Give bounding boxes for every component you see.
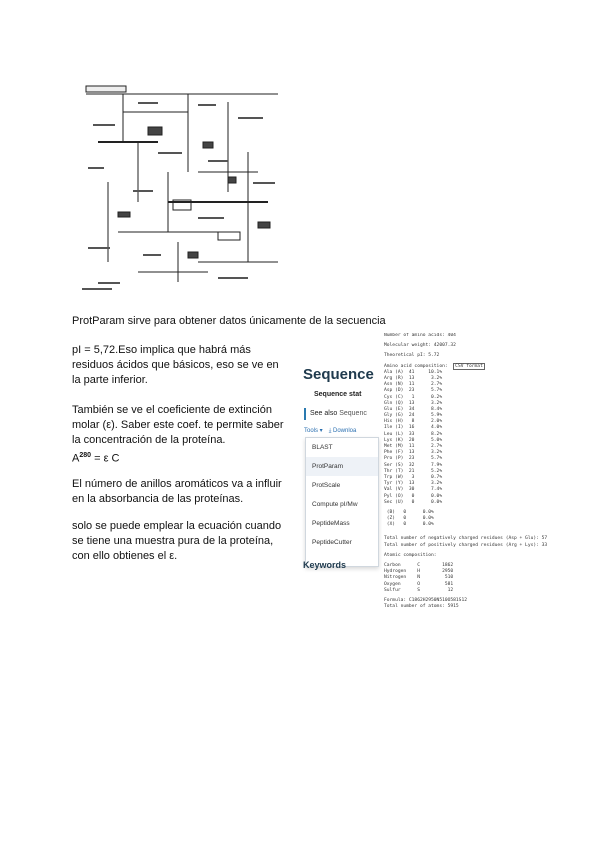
menu-item-blast[interactable]: BLAST	[312, 444, 333, 451]
residue-row: Met (M) 11 2.7%	[384, 444, 443, 449]
total-atoms-line: Total number of atoms: 5915	[384, 604, 459, 610]
tools-dropdown-menu	[305, 437, 379, 567]
residue-row: Thr (T) 21 5.2%	[384, 468, 443, 474]
residue-row: Phe (F) 13 3.2%	[384, 450, 443, 456]
absorbance-formula	[72, 448, 284, 467]
atomic-row: Sulfur S 12	[384, 587, 454, 593]
menu-item-compute-pi-mw[interactable]: Compute pI/Mw	[312, 501, 358, 508]
composition-label: Amino acid composition:	[384, 363, 448, 369]
coef-line-2: molar (ε). Saber este coef. te permite saber	[72, 419, 284, 431]
residue-row: Cys (C) 1 0.2%	[384, 394, 443, 400]
menu-item-protscale[interactable]: ProtScale	[312, 482, 341, 489]
atomic-row: Oxygen O 581	[384, 581, 454, 587]
negative-charge-line: Total number of negatively charged residues (Asp + Glu): 57	[384, 536, 548, 542]
menu-item-peptidecutter[interactable]: PeptideCutter	[312, 539, 352, 546]
arom-line-1: El número de anillos aromáticos va a influir	[72, 478, 282, 490]
positive-charge-line: Total number of positively charged residues (Arg + Lys): 33	[384, 542, 548, 548]
menu-item-protparam[interactable]: ProtParam	[306, 457, 378, 476]
equation-usage-paragraph	[72, 519, 281, 564]
atomic-row: Carbon C 1862	[384, 563, 454, 568]
pi-line-3: la parte inferior.	[72, 374, 148, 386]
header-line: Molecular weight: 42007.32	[384, 343, 456, 349]
pi-line-1: pI = 5,72.Eso implica que habrá más	[72, 344, 251, 356]
keywords-heading: Keywords	[303, 560, 347, 570]
residue-row: Val (V) 30 7.4%	[384, 487, 443, 493]
csv-format-button[interactable]: CSV format	[455, 363, 483, 369]
see-also-link[interactable]: Sequenc	[339, 410, 367, 417]
header-line: Theoretical pI: 5.72	[384, 353, 440, 359]
residue-row: Lys (K) 20 5.0%	[384, 437, 443, 443]
site-brand: Sequence	[303, 366, 374, 383]
eq-line-2: se tiene una muestra pura de la proteína,	[72, 535, 274, 547]
residue-row: Trp (W) 3 0.7%	[384, 474, 443, 480]
residue-row: Asp (D) 23 5.7%	[384, 388, 443, 394]
formula-line: Formula: C1862H2950N510O581S12	[384, 597, 467, 603]
residue-row: Arg (R) 13 3.2%	[384, 375, 443, 381]
header-line: Number of amino acids: 404	[384, 333, 456, 338]
residue-row: Asn (N) 11 2.7%	[384, 382, 443, 388]
metabolic-pathway-figure	[78, 82, 286, 294]
residue-row: Ser (S) 32 7.9%	[384, 462, 443, 468]
formula-rhs: = ε C	[94, 452, 120, 465]
coef-line-3: la concentración de la proteína.	[72, 434, 226, 446]
ambiguous-row: (X) 0 0.0%	[384, 522, 434, 528]
sequence-stats-heading: Sequence stat	[314, 391, 362, 398]
residue-row: Leu (L) 33 8.2%	[384, 431, 443, 437]
download-button[interactable]: ⤓ Downloa	[328, 428, 357, 434]
extinction-coefficient-paragraph	[72, 403, 284, 467]
tools-dropdown-button[interactable]: Tools ▾	[304, 428, 323, 434]
menu-item-peptidemass[interactable]: PeptideMass	[312, 520, 350, 527]
ambiguous-row: (B) 0 0.0%	[384, 509, 434, 515]
pi-line-2: residuos ácidos que básicos, eso se ve en	[72, 359, 279, 371]
tools-toolbar	[304, 427, 356, 435]
residue-row: Sec (U) 0 0.0%	[384, 499, 443, 505]
residue-row: Pro (P) 23 5.7%	[384, 456, 443, 462]
residue-row: Glu (E) 34 8.4%	[384, 406, 443, 412]
eq-line-1: solo se puede emplear la ecuación cuando	[72, 520, 282, 532]
ambiguous-row: (Z) 0 0.0%	[384, 516, 434, 522]
residue-row: Tyr (Y) 13 3.2%	[384, 481, 443, 487]
residue-row: Gly (G) 24 5.9%	[384, 413, 443, 419]
residue-row: His (H) 8 2.0%	[384, 419, 443, 425]
aromatic-rings-paragraph	[72, 477, 282, 507]
protparam-output	[384, 333, 592, 649]
eq-line-3: con ello obtienes el ε.	[72, 550, 178, 562]
see-also-label: See also	[310, 410, 338, 417]
coef-line-1: También se ve el coeficiente de extinción	[72, 404, 272, 416]
formula-wavelength: 280	[79, 452, 92, 459]
protparam-intro-text	[72, 314, 386, 329]
residue-row: Ile (I) 16 4.0%	[384, 425, 443, 431]
expasy-tools-screenshot	[300, 363, 382, 573]
residue-row: Gln (Q) 13 3.2%	[384, 400, 443, 406]
see-also-bar	[304, 408, 367, 420]
residue-row: Ala (A) 41 10.1%	[384, 369, 443, 375]
arom-line-2: en la absorbancia de las proteínas.	[72, 493, 244, 505]
atomic-row: Hydrogen H 2950	[384, 569, 454, 575]
pi-paragraph	[72, 343, 279, 388]
atomic-title: Atomic composition:	[384, 552, 437, 558]
intro-line: ProtParam sirve para obtener datos únicamente de la secuencia	[72, 315, 386, 327]
atomic-row: Nitrogen N 510	[384, 575, 454, 581]
formula-a: A	[72, 452, 80, 465]
residue-row: Pyl (O) 0 0.0%	[384, 493, 443, 499]
